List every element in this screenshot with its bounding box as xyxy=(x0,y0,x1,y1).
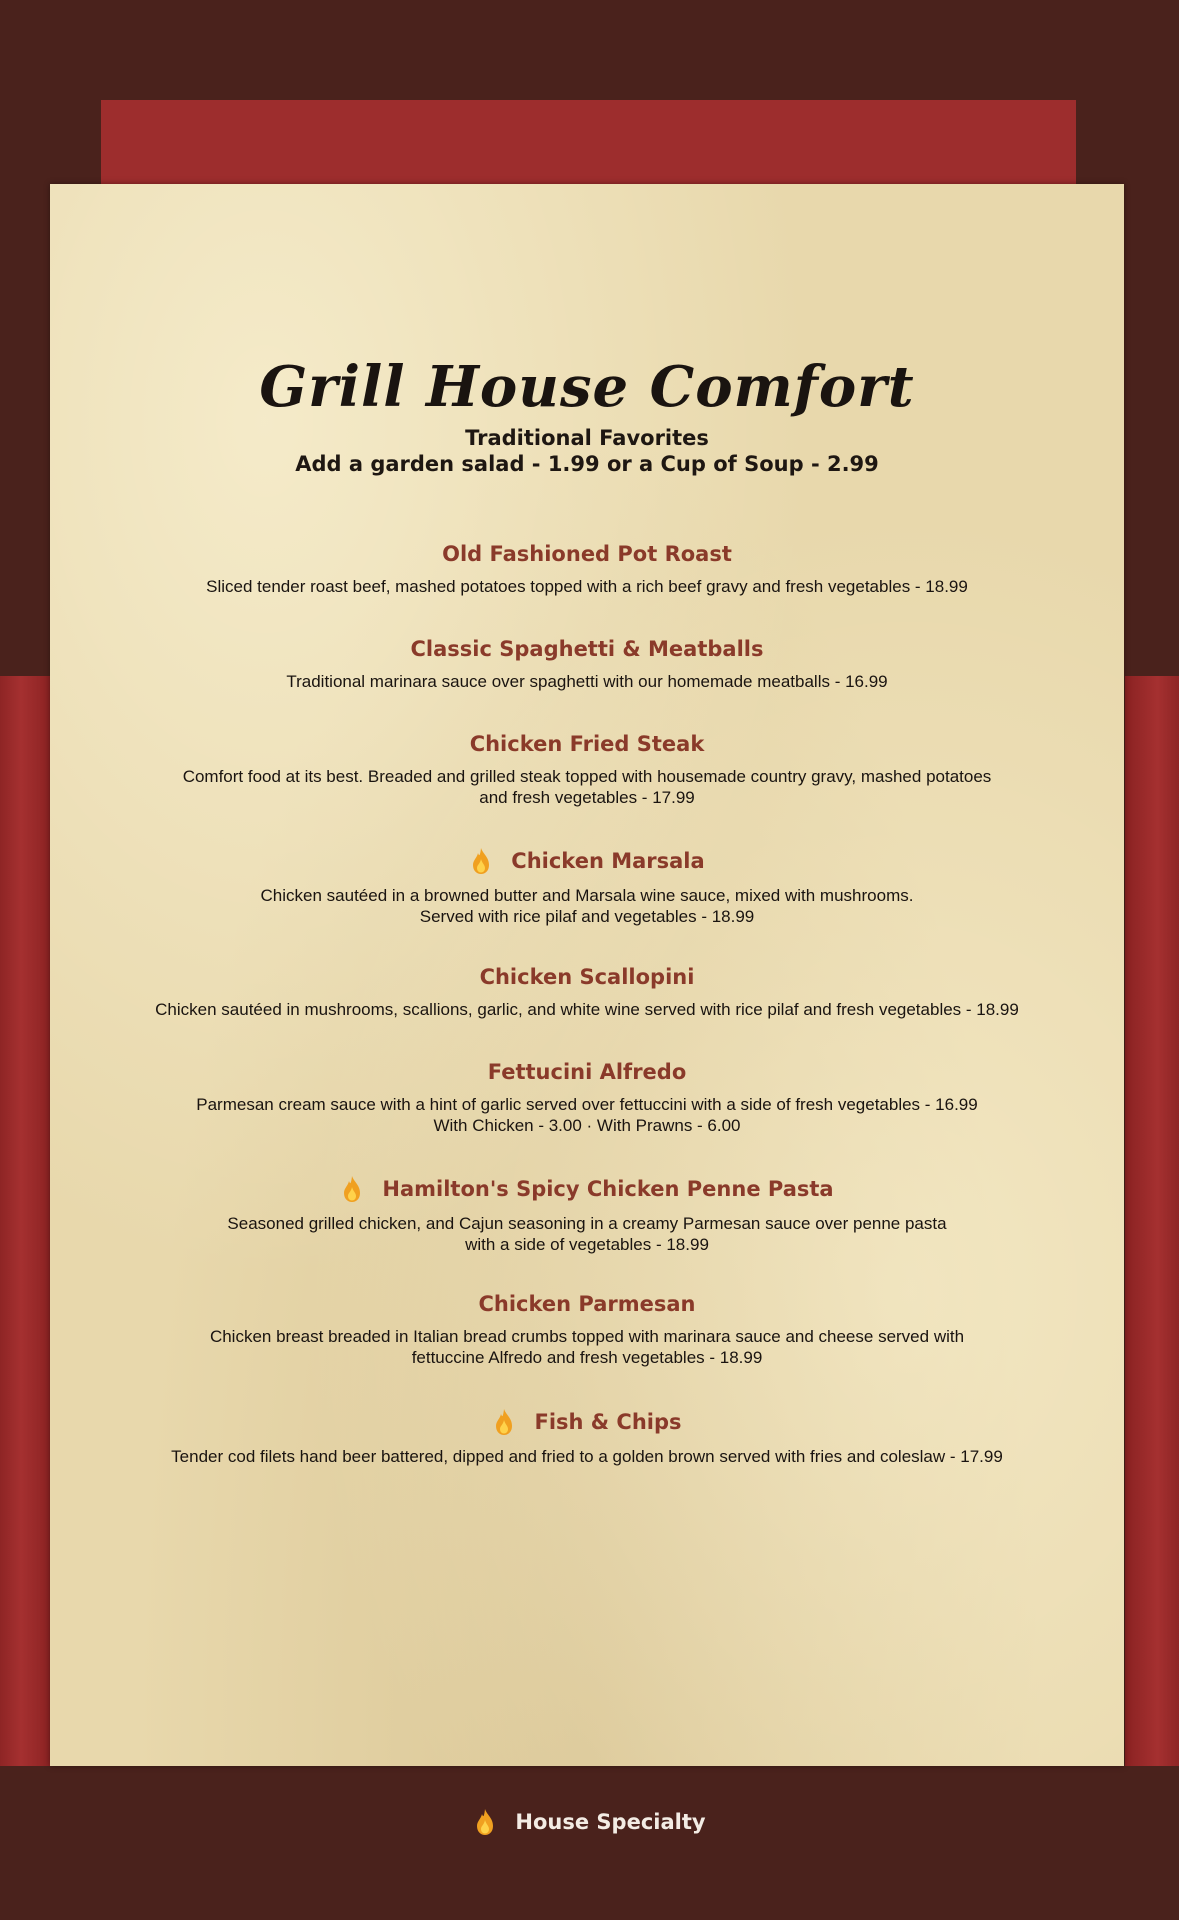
menu-item-name: Chicken Scallopini xyxy=(479,965,695,989)
menu-item-name: Fettucini Alfredo xyxy=(487,1060,687,1084)
top-red-band xyxy=(101,100,1076,186)
menu-item-description: Comfort food at its best. Breaded and grilled steak topped with housemade country gravy, mashed potatoes xyxy=(182,767,992,786)
menu-item-description: Chicken sautéed in mushrooms, scallions, garlic, and white wine served with rice pilaf and fresh vegetables - 18.99 xyxy=(155,1000,1019,1019)
menu-item-description: Chicken breast breaded in Italian bread crumbs topped with marinara sauce and cheese served with xyxy=(209,1327,965,1346)
menu-item-description-line2: Served with rice pilaf and vegetables - 18.99 xyxy=(419,907,755,926)
menu-item-description: Traditional marinara sauce over spaghetti with our homemade meatballs - 16.99 xyxy=(286,672,888,691)
menu-item-pot-roast xyxy=(100,542,1074,597)
menu-item-chicken-scallopini xyxy=(100,965,1074,1020)
menu-item-description: Parmesan cream sauce with a hint of garlic served over fettuccini with a side of fresh vegetables - 16.99 xyxy=(196,1095,978,1114)
menu-item-name: Old Fashioned Pot Roast xyxy=(442,542,732,566)
flame-icon xyxy=(492,1408,516,1436)
menu-item-fish-and-chips xyxy=(100,1408,1074,1467)
menu-item-name: Chicken Parmesan xyxy=(478,1292,696,1316)
flame-icon xyxy=(473,1808,497,1836)
specialty-legend-label: House Specialty xyxy=(515,1810,706,1834)
menu-item-description: Seasoned grilled chicken, and Cajun seasoning in a creamy Parmesan sauce over penne pasta xyxy=(227,1214,947,1233)
menu-item-name: Fish & Chips xyxy=(100,1408,1074,1436)
menu-item-spicy-chicken-penne xyxy=(100,1175,1074,1255)
menu-title: Grill House Comfort xyxy=(259,354,915,420)
menu-subtitle: Traditional Favorites xyxy=(465,426,709,450)
menu-item-description-line2: With Chicken - 3.00 · With Prawns - 6.00 xyxy=(433,1116,741,1135)
menu-item-description-line2: with a side of vegetables - 18.99 xyxy=(465,1235,709,1254)
menu-item-spaghetti xyxy=(100,637,1074,692)
flame-icon xyxy=(469,847,493,875)
menu-item-chicken-parmesan xyxy=(100,1292,1074,1368)
menu-item-fettucini-alfredo xyxy=(100,1060,1074,1136)
menu-item-description-line2: fettuccine Alfredo and fresh vegetables - 18.99 xyxy=(411,1348,763,1367)
menu-item-description: Sliced tender roast beef, mashed potatoes topped with a rich beef gravy and fresh vegetables - 18.99 xyxy=(206,577,968,596)
side-red-band-right xyxy=(1125,676,1179,1766)
menu-item-name: Classic Spaghetti & Meatballs xyxy=(410,637,764,661)
side-red-band-left xyxy=(0,676,52,1766)
menu-parchment xyxy=(50,184,1124,1766)
menu-item-chicken-marsala xyxy=(100,847,1074,927)
flame-icon xyxy=(340,1175,364,1203)
menu-item-description: Tender cod filets hand beer battered, dipped and fried to a golden brown served with fries and coleslaw - 17.99 xyxy=(171,1447,1003,1466)
menu-item-name: Chicken Fried Steak xyxy=(469,732,705,756)
menu-item-chicken-fried-steak xyxy=(100,732,1074,808)
menu-item-name: Hamilton's Spicy Chicken Penne Pasta xyxy=(100,1175,1074,1203)
menu-item-description: Chicken sautéed in a browned butter and Marsala wine sauce, mixed with mushrooms. xyxy=(260,886,914,905)
menu-item-description-line2: and fresh vegetables - 17.99 xyxy=(479,788,695,807)
specialty-legend xyxy=(0,1808,1179,1836)
menu-addon-note: Add a garden salad - 1.99 or a Cup of Soup - 2.99 xyxy=(295,452,879,476)
menu-item-name: Chicken Marsala xyxy=(100,847,1074,875)
